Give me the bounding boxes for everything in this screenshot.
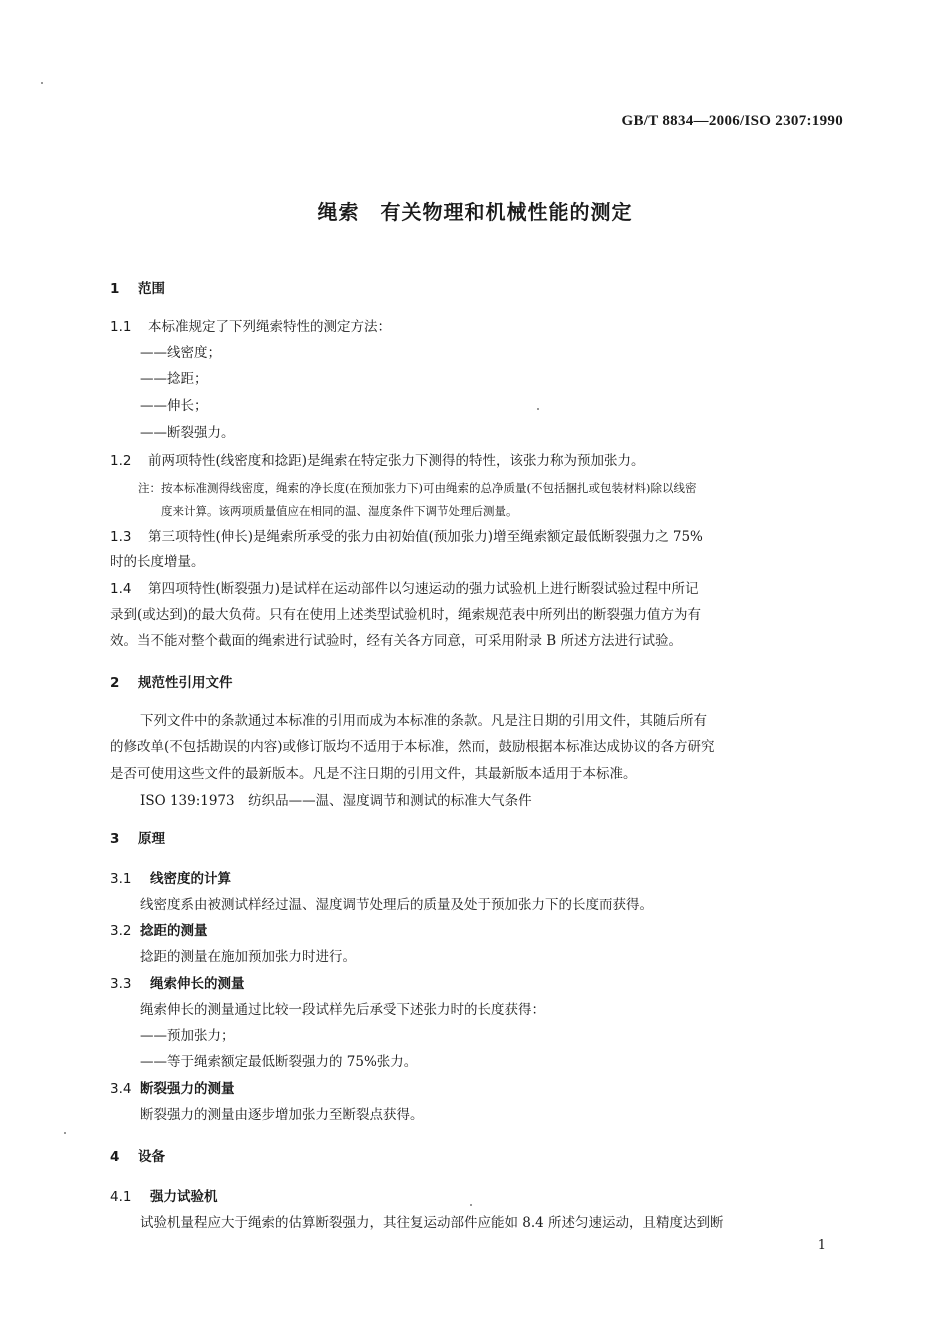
paragraph-line: 断裂强力的测量由逐步增加张力至断裂点获得。: [140, 1107, 424, 1123]
scan-speck: [470, 1204, 472, 1206]
clause-1-1: 1.1 本标准规定了下列绳索特性的测定方法：: [110, 319, 391, 335]
note-line: 度来计算。该两项质量值应在相同的温、湿度条件下调节处理后测量。: [161, 504, 518, 518]
list-item: ——线密度；: [140, 345, 221, 361]
standard-code: GB/T 8834—2006/ISO 2307:1990: [621, 113, 843, 129]
paragraph-line: 下列文件中的条款通过本标准的引用而成为本标准的条款。凡是注日期的引用文件，其随后所有: [140, 713, 707, 729]
subsection-heading-3-4: 3.4 断裂强力的测量: [110, 1081, 235, 1097]
list-item: ——捻距；: [140, 371, 208, 387]
clause-1-4-cont: 效。当不能对整个截面的绳索进行试验时，经有关各方同意，可采用附录 B 所述方法进行试验。: [110, 633, 683, 649]
paragraph-line: 捻距的测量在施加预加张力时进行。: [140, 949, 356, 965]
section-heading-1: 1 范围: [110, 281, 165, 297]
section-heading-4: 4 设备: [110, 1149, 165, 1165]
subsection-heading-3-1: 3.1 线密度的计算: [110, 871, 231, 887]
subsection-heading-4-1: 4.1 强力试验机: [110, 1189, 218, 1205]
list-item: ——伸长；: [140, 398, 208, 414]
clause-1-4-cont: 录到(或达到)的最大负荷。只有在使用上述类型试验机时，绳索规范表中所列出的断裂强力值方为有: [110, 607, 702, 623]
note-line: 注：按本标准测得线密度，绳索的净长度(在预加张力下)可由绳索的总净质量(不包括捆扎或包装材料)除以线密: [138, 481, 697, 495]
paragraph-line: 试验机量程应大于绳索的估算断裂强力，其往复运动部件应能如 8.4 所述匀速运动，且精度达到断: [140, 1215, 724, 1231]
clause-1-2: 1.2 前两项特性(线密度和捻距)是绳索在特定张力下测得的特性，该张力称为预加张力。: [110, 453, 645, 469]
scan-speck: [41, 82, 43, 84]
document-title: 绳索 有关物理和机械性能的测定: [317, 200, 633, 224]
subsection-heading-3-2: 3.2 捻距的测量: [110, 923, 208, 939]
paragraph-line: 线密度系由被测试样经过温、湿度调节处理后的质量及处于预加张力下的长度而获得。: [140, 897, 653, 913]
scan-speck: [537, 408, 539, 410]
clause-1-4: 1.4 第四项特性(断裂强力)是试样在运动部件以匀速运动的强力试验机上进行断裂试验过程中所记: [110, 581, 699, 597]
subsection-heading-3-3: 3.3 绳索伸长的测量: [110, 976, 245, 992]
list-item: ——断裂强力。: [140, 425, 235, 441]
paragraph-line: 绳索伸长的测量通过比较一段试样先后承受下述张力时的长度获得：: [140, 1002, 545, 1018]
normative-reference: ISO 139:1973 纺织品——温、湿度调节和测试的标准大气条件: [140, 793, 532, 809]
clause-1-3-cont: 时的长度增量。: [110, 554, 205, 570]
scan-speck: [64, 1132, 66, 1134]
clause-1-3: 1.3 第三项特性(伸长)是绳索所承受的张力由初始值(预加张力)增至绳索额定最低断裂强力之 75%: [110, 529, 703, 545]
section-heading-2: 2 规范性引用文件: [110, 675, 233, 691]
paragraph-line: 是否可使用这些文件的最新版本。凡是不注日期的引用文件，其最新版本适用于本标准。: [110, 766, 637, 782]
page-number: 1: [817, 1238, 826, 1253]
paragraph-line: 的修改单(不包括勘误的内容)或修订版均不适用于本标准，然而，鼓励根据本标准达成协议的各方研究: [110, 739, 715, 755]
list-item: ——预加张力；: [140, 1028, 235, 1044]
list-item: ——等于绳索额定最低断裂强力的 75%张力。: [140, 1054, 418, 1070]
section-heading-3: 3 原理: [110, 831, 165, 847]
